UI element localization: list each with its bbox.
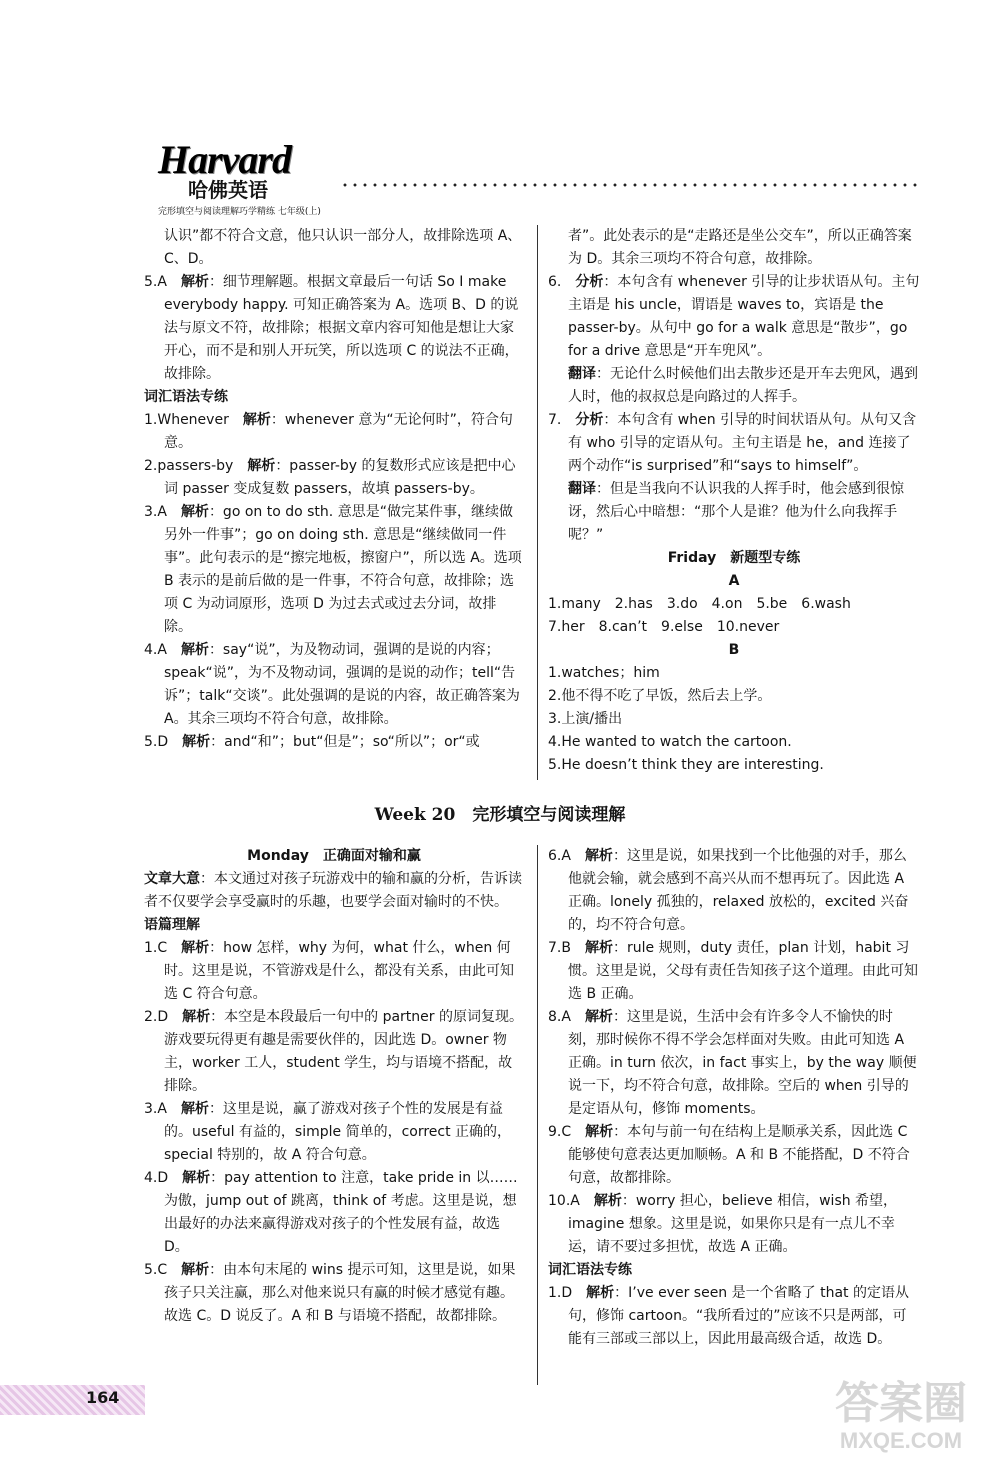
paragraph (144, 868, 524, 914)
item-text: ：worry 担心，believe 相信，wish 希望，imagine 想象。这里是说，如果你只是有一点儿不幸运，请不要过多担忧，故选 A 正确。 (568, 1193, 898, 1255)
item-label: 翻译 (568, 481, 596, 497)
item-number: 6. (548, 274, 562, 290)
item-label: 解析 (586, 1285, 615, 1301)
item-number: 9.C (548, 1124, 572, 1140)
item-number: 3.A (144, 504, 167, 520)
harvard-logo (158, 137, 338, 217)
answer-item (144, 1006, 524, 1098)
item-text: ：and“和”；but“但是”；so“所以”；or“或 (210, 734, 480, 750)
item-label: 解析 (182, 1009, 211, 1025)
item-number: 7.B (548, 940, 571, 956)
item-number: 4.D (144, 1170, 169, 1186)
answer-item (144, 1167, 524, 1259)
item-label: 解析 (182, 1170, 211, 1186)
paragraph (548, 616, 920, 639)
item-text: ：但是当我向不认识我的人挥手时，他会感到很惊讶，然后心中暗想：“那个人是谁？他为什么向我挥手呢？” (568, 481, 904, 543)
watermark-url: MXQE.COM (839, 1428, 963, 1453)
item-text: 5.He doesn’t think they are interesting. (548, 757, 824, 773)
item-text: ：这里是说，赢了游戏对孩子个性的发展是有益的。useful 有益的，simple 简单的，correct 正确的，special 特别的，故 A 符合句意。 (164, 1101, 512, 1163)
item-label: 分析 (575, 412, 604, 428)
item-number: 1.Whenever (144, 412, 229, 428)
item-text: ：say“说”，为及物动词，强调的是说的内容；speak“说”，为不及物动词，强调的是说的动作；tell“告诉”；talk“交谈”。此处强调的是说的内容，故正确答案为 A。其余三项均不符合句意，故排除。 (164, 642, 520, 727)
item-text: 2.他不得不吃了早饭，然后去上学。 (548, 688, 772, 704)
item-text: ：本空是本段最后一句中的 partner 的原词复现。游戏要玩得更有趣是需要伙伴的，因此选 D。owner 物主，worker 工人，student 学生，均与语境不搭配，故排除。 (164, 1009, 523, 1094)
section-heading: 词汇语法专练 (144, 389, 228, 405)
week-title: Week 20 完形填空与阅读理解 (374, 805, 626, 825)
answer-item (548, 409, 920, 478)
item-label: 解析 (180, 504, 209, 520)
top-column-divider (537, 225, 538, 780)
paragraph (548, 225, 920, 271)
header-dotted-rule (340, 183, 918, 187)
item-text: 7.her 8.can’t 9.else 10.never (548, 619, 780, 635)
answer-item (548, 1121, 920, 1190)
page-number-band (0, 1385, 145, 1415)
item-label: 解析 (584, 848, 613, 864)
item-label: 解析 (180, 274, 209, 290)
item-number: 2.passers-by (144, 458, 234, 474)
answer-item (144, 409, 524, 455)
item-label: 解析 (584, 1009, 613, 1025)
item-text: ：go on to do sth. 意思是“做完某件事，继续做另外一件事”；go on doing sth. 意思是“继续做同一件事”。此句表示的是“擦完地板，擦窗户”，所以选 A。选项 B 表示的是前后做的是一件事，不符合句意，故排除；选项 C 为动词原形，选项 D 为过去式或过去分词，故排除。 (164, 504, 522, 635)
top-left-column (144, 225, 524, 754)
item-label: 解析 (182, 734, 211, 750)
bottom-left-column (144, 845, 524, 1328)
item-text: ：本句含有 when 引导的时间状语从句。从句又含有 who 引导的定语从句。主句主语是 he，and 连接了两个动作“is surprised”和“says to himself”。 (568, 412, 917, 474)
item-text: 1.watches；him (548, 665, 660, 681)
bottom-right-column (548, 845, 920, 1351)
item-number: 3.A (144, 1101, 167, 1117)
answer-item (144, 455, 524, 501)
item-label: 解析 (593, 1193, 622, 1209)
item-label: 翻译 (568, 366, 596, 382)
item-label: 解析 (585, 1124, 614, 1140)
item-number: 2.D (144, 1009, 169, 1025)
item-text: ：whenever 意为“无论何时”，符合句意。 (164, 412, 513, 451)
paragraph (548, 708, 920, 731)
item-text: 认识”都不符合文意，他只认识一部分人，故排除选项 A、C、D。 (164, 228, 522, 267)
paragraph (548, 731, 920, 754)
centered-heading: Friday 新题型专练 (667, 550, 801, 566)
section-heading: 语篇理解 (144, 917, 200, 933)
logo-subtitle: 完形填空与阅读理解巧学精练 七年级(上) (158, 207, 321, 217)
item-number: 6.A (548, 848, 571, 864)
item-text: ：本句与前一句在结构上是顺承关系，因此选 C 能够使句意表达更加顺畅。A 和 B 不能搭配，D 不符合句意，故都排除。 (568, 1124, 910, 1186)
watermark-chinese: 答案圈 (835, 1378, 967, 1429)
item-number: 1.C (144, 940, 168, 956)
item-label: 解析 (584, 940, 613, 956)
page-number: 164 (86, 1388, 120, 1407)
answer-item (548, 937, 920, 1006)
item-label: 文章大意 (144, 871, 200, 887)
item-number: 1.D (548, 1285, 573, 1301)
answer-item (144, 1259, 524, 1328)
item-text: ：pay attention to 注意，take pride in 以……为傲，jump out of 跳离，think of 考虑。这里是说，想出最好的办法来赢得游戏对孩子的个性发展有益，故选 D。 (164, 1170, 518, 1255)
logo-chinese-text: 哈佛英语 (188, 178, 268, 202)
paragraph (144, 225, 524, 271)
item-text: ：passer-by 的复数形式应该是把中心词 passer 变成复数 passers，故填 passers-by。 (164, 458, 516, 497)
answer-item (548, 1282, 920, 1351)
answer-item (548, 845, 920, 937)
item-text: ：由本句末尾的 wins 提示可知，这里是说，如果孩子只关注赢，那么对他来说只有赢的时候才感觉有趣。故选 C。D 说反了。A 和 B 与语境不搭配，故都排除。 (164, 1262, 516, 1324)
item-text: 1.many 2.has 3.do 4.on 5.be 6.wash (548, 596, 851, 612)
item-number: 10.A (548, 1193, 580, 1209)
answer-item (144, 1098, 524, 1167)
item-text: ：这里是说，如果找到一个比他强的对手，那么他就会输，就会感到不高兴从而不想再玩了。因此选 A 正确。lonely 孤独的，relaxed 放松的，excited 兴奋的，均不符合句意。 (568, 848, 909, 933)
item-text: ：本文通过对孩子玩游戏中的输和赢的分析，告诉读者不仅要学会享受赢时的乐趣，也要学会面对输时的不快。 (144, 871, 522, 910)
item-text: ：细节理解题。根据文章最后一句话 So I make everybody happy. 可知正确答案为 A。选项 B、D 的说法与原文不符，故排除；根据文章内容可知他是想让大家开心，而不是和别人开玩笑，所以选项 C 的说法不正确，故排除。 (164, 274, 519, 382)
paragraph (548, 685, 920, 708)
item-number: 5.A (144, 274, 167, 290)
item-number: 5.D (144, 734, 169, 750)
centered-heading: A (728, 573, 740, 589)
answer-item (144, 501, 524, 639)
item-label: 解析 (180, 642, 209, 658)
section-heading: 词汇语法专练 (548, 1262, 632, 1278)
logo-main-text: Harvard (158, 137, 291, 182)
item-text: ：无论什么时候他们出去散步还是开车去兜风，遇到人时，他的叔叔总是向路过的人挥手。 (568, 366, 918, 405)
paragraph (548, 754, 920, 777)
item-number: 4.A (144, 642, 167, 658)
answer-item (548, 271, 920, 363)
bottom-column-divider (537, 845, 538, 1385)
item-label: 解析 (181, 940, 210, 956)
item-text: 4.He wanted to watch the cartoon. (548, 734, 792, 750)
paragraph (548, 662, 920, 685)
paragraph (548, 363, 920, 409)
item-text: 者”。此处表示的是“走路还是坐公交车”，所以正确答案为 D。其余三项均不符合句意，故排除。 (568, 228, 912, 267)
item-number: 8.A (548, 1009, 571, 1025)
answer-item (548, 1006, 920, 1121)
answer-item (144, 731, 524, 754)
watermark-logo (806, 1380, 996, 1464)
item-number: 5.C (144, 1262, 168, 1278)
item-label: 解析 (180, 1101, 209, 1117)
centered-heading: B (728, 642, 740, 658)
top-right-column (548, 225, 920, 777)
item-number: 7. (548, 412, 562, 428)
item-text: ：I’ve ever seen 是一个省略了 that 的定语从句，修饰 cartoon。“我所看过的”应该不只是两部，可能有三部或三部以上，因此用最高级合适，故选 D。 (568, 1285, 909, 1347)
item-label: 分析 (575, 274, 604, 290)
item-label: 解析 (247, 458, 276, 474)
item-label: 解析 (242, 412, 271, 428)
item-text: 3.上演/播出 (548, 711, 623, 727)
item-text: ：how 怎样，why 为何，what 什么，when 何时。这里是说，不管游戏是什么，都没有关系，由此可知选 C 符合句意。 (164, 940, 514, 1002)
item-text: ：这里是说，生活中会有许多令人不愉快的时刻，那时候你不得不学会怎样面对失败。由此可知选 A 正确。in turn 依次，in fact 事实上，by the way 顺便说一下，均不符合句意，故排除。空后的 when 引导的是定语从句，修饰 moments。 (568, 1009, 917, 1117)
answer-item (144, 271, 524, 386)
item-text: ：本句含有 whenever 引导的让步状语从句。主句主语是 his uncle，谓语是 waves to，宾语是 the passer-by。从句中 go for a walk 意思是“散步”，go for a drive 意思是“开车兜风”。 (568, 274, 920, 359)
paragraph (548, 478, 920, 547)
answer-item (144, 639, 524, 731)
item-label: 解析 (181, 1262, 210, 1278)
answer-item (548, 1190, 920, 1259)
centered-heading: Monday 正确面对输和赢 (247, 848, 421, 864)
answer-item (144, 937, 524, 1006)
paragraph (548, 593, 920, 616)
item-text: ：rule 规则，duty 责任，plan 计划，habit 习惯。这里是说，父母有责任告知孩子这个道理。由此可知选 B 正确。 (568, 940, 918, 1002)
